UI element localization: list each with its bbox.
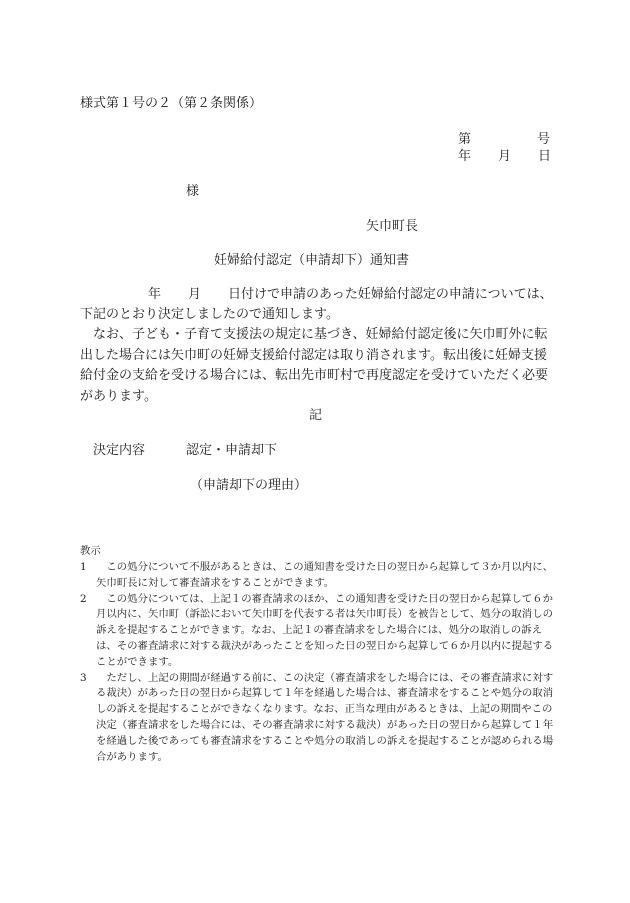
issue-date (458, 146, 550, 167)
date-year: 年 (458, 149, 472, 164)
body-line-1 (80, 284, 558, 305)
notice-item-number: 2 (80, 592, 87, 605)
body-year: 年 (148, 287, 162, 302)
issuer-name: 矢巾町長 (366, 219, 419, 234)
document-title: 妊婦給付認定（申請却下）通知書 (214, 253, 410, 268)
notice-item-text: この処分について不服があるときは、この通知書を受けた日の翌日から起算して３か月以内に、矢巾町長に対して審査請求をすることができます。 (96, 561, 553, 589)
ref-suffix: 号 (536, 132, 550, 147)
decision-value: 認定・申請却下 (186, 443, 278, 458)
notice-item-text: ただし、上記の期間が経過する前に、この決定（審査請求をした場合には、その審査請求に対する裁決）があった日の翌日から起算して１年を経過した場合は、審査請求をすることや処分の取消しの訴えを提起することができなくなります。なお、正当な理由があるときは、上記の期間やこの決定（審査請求をした場合には、その審査請求に対する裁決）があった日の翌日から起算して１年を経過した後であっても審査請求をすることや処分の取消しの訴えを提起することが認められる場合があります。 (96, 671, 554, 763)
notice-item-number: 1 (80, 561, 87, 573)
notice-item (80, 592, 558, 671)
rejection-reason-label: （申請却下の理由） (190, 478, 308, 493)
body-line-1-text: 日付けで申請のあった妊婦給付認定の申請については、 (228, 287, 553, 302)
ki-heading: 記 (309, 408, 323, 423)
notice-heading: 教示 (80, 545, 101, 557)
body-line-2: 下記のとおり決定しましたので通知します。 (80, 307, 339, 322)
date-day: 日 (538, 149, 552, 164)
body-paragraph-2: なお、子ども・子育て支援法の規定に基づき、妊婦給付認定後に矢巾町外に転出した場合には矢巾町の妊婦支援給付認定は取り消されます。転出後に妊婦支援給付金の支給を受ける場合には、転出先市町村で再度認定を受けていただく必要があります。 (80, 327, 549, 404)
notice-item-text: この処分については、上記１の審査請求のほか、この通知書を受けた日の翌日から起算して６か月以内に、矢巾町（訴訟において矢巾町を代表する者は矢巾町長）を被告として、処分の取消しの訴えを提起することができます。なお、上記１の審査請求をした場合には、処分の取消しの訴えは、その審査請求に対する裁決があったことを知った日の翌日から起算して６か月以内に提起することができます。 (96, 592, 554, 668)
addressee-honorific: 様 (186, 184, 200, 199)
notice-item (80, 560, 558, 592)
notice-list (80, 560, 558, 765)
notice-item (80, 671, 558, 766)
decision-label: 決定内容 (93, 443, 146, 458)
notice-item-number: 3 (80, 671, 87, 684)
form-label: 様式第１号の２（第２条関係） (80, 96, 263, 111)
body-month: 月 (188, 287, 202, 302)
date-month: 月 (498, 149, 512, 164)
ref-prefix: 第 (458, 132, 472, 147)
